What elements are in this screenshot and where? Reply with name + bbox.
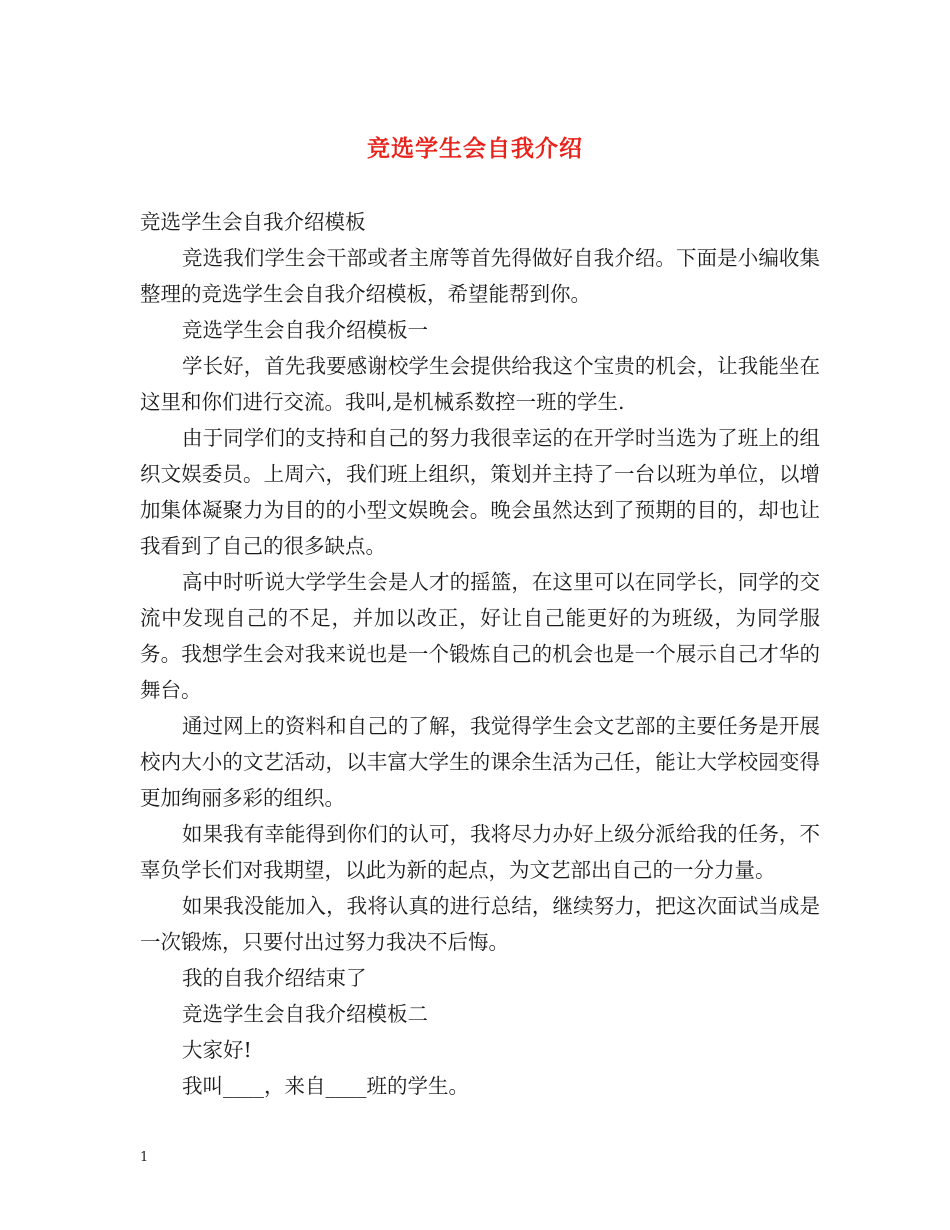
paragraph: 如果我没能加入，我将认真的进行总结，继续努力，把这次面试当成是一次锻炼，只要付出过努力我决不后悔。 <box>140 894 820 954</box>
paragraph: 我的自我介绍结束了 <box>182 966 367 990</box>
document-body <box>140 204 820 1104</box>
paragraph: 如果我有幸能得到你们的认可，我将尽力办好上级分派给我的任务，不辜负学长们对我期望，以此为新的起点，为文艺部出自己的一分力量。 <box>140 822 820 882</box>
paragraph: 竞选学生会自我介绍模板 <box>140 210 366 234</box>
paragraph: 大家好! <box>182 1038 252 1062</box>
page-number: 1 <box>140 1150 149 1165</box>
paragraph: 高中时听说大学学生会是人才的摇篮，在这里可以在同学长，同学的交流中发现自己的不足，并加以改正，好让自己能更好的为班级，为同学服务。我想学生会对我来说也是一个锻炼自己的机会也是一个展示自己才华的舞台。 <box>140 570 820 702</box>
paragraph: 通过网上的资料和自己的了解，我觉得学生会文艺部的主要任务是开展校内大小的文艺活动，以丰富大学生的课余生活为己任，能让大学校园变得更加绚丽多彩的组织。 <box>140 714 820 810</box>
document-title: 竞选学生会自我介绍 <box>367 135 583 162</box>
paragraph: 竞选学生会自我介绍模板二 <box>182 1002 428 1026</box>
paragraph: 我叫____，来自____班的学生。 <box>182 1074 469 1098</box>
paragraph: 学长好，首先我要感谢校学生会提供给我这个宝贵的机会，让我能坐在这里和你们进行交流。我叫,是机械系数控一班的学生. <box>140 354 820 414</box>
paragraph: 竞选我们学生会干部或者主席等首先得做好自我介绍。下面是小编收集整理的竞选学生会自我介绍模板，希望能帮到你。 <box>140 246 820 306</box>
paragraph: 由于同学们的支持和自己的努力我很幸运的在开学时当选为了班上的组织文娱委员。上周六，我们班上组织，策划并主持了一台以班为单位，以增加集体凝聚力为目的的小型文娱晚会。晚会虽然达到了预期的目的，却也让我看到了自己的很多缺点。 <box>140 426 820 558</box>
paragraph: 竞选学生会自我介绍模板一 <box>182 318 428 342</box>
